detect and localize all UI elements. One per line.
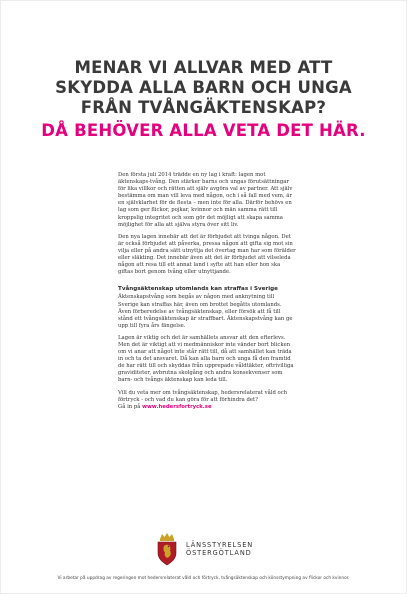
paragraph-6	[118, 404, 296, 411]
headline-line-1: MENAR VI ALLVAR MED ATT	[74, 58, 333, 77]
paragraph-4: Lagen är viktig och det är samhällets ansvar att den efterlevs. Men det är viktigt att vi medmänniskor inte vänder bort blicken om vi anar att något inte står rätt till, då att samhället kan träda in och ta det ansvaret. Då kan alla barn och unga få den framtid de har rätt till och skyddas från upprepade våldtäkter, oftrivilliga graviditeter, avbrutna skolgång och andra konsekvenser som barn- och tvångs äktenskap kan leda till.	[118, 334, 294, 384]
lansstyrelsen-logo	[154, 531, 264, 567]
crest-icon	[154, 532, 180, 566]
headline-line-3: FRÅN TVÅNGÄKTENSKAP?	[80, 98, 327, 117]
paragraph-2: Den nya lagen innebär att det är förbjudet att tvinga någon. Det är också förbjudet att påverka, pressa någon att gifta sig mot sin vilja eller på andra sätt utnyttja det övertag man har som förälder eller släkting. Det innebär även att det är förbjudet att vilseleda någon att resa till ett annat land i syfte att han eller hon ska giftas bort genom tvång eller utnyttjande.	[118, 233, 296, 276]
headline-line-2: SKYDDA ALLA BARN OCH UNGA	[55, 78, 352, 97]
link-prefix: Gå in på	[118, 403, 143, 410]
footer-text: Vi arbetar på uppdrag av regeringen mot hedersrelaterat våld och förtryck, tvångsäktenskap och könsstympning av flickor och kvinnor.	[57, 576, 350, 581]
headline	[20, 58, 387, 141]
section-heading: Tvångsäktenskap utomlands kan straffas i Sverige	[118, 286, 278, 293]
logo-line-1: LÄNSSTYRELSEN	[186, 541, 254, 549]
paragraph-1: Den första juli 2014 trädde en ny lag i kraft: lagen mot äktenskaps-tvång. Den stärker barns och ungas förutsättningar för lika villkor och rätten att själv avgöra val av partner. Att själv bestämma om man vill leva med någon, och i så fall med vem, är en självklarhet för de flesta – men inte för alla. Därför behövs en lag som ger flickor, pojkar, kvinnor och män samma rätt till kroppslig integritet och som gör det möjligt att skapa samma möjlighet för alla att själva styra över sitt liv.	[118, 172, 293, 228]
headline-accent: DÅ BEHÖVER ALLA VETA DET HÄR.	[41, 121, 366, 140]
logo-line-2: ÖSTERGÖTLAND	[186, 549, 252, 557]
paragraph-5: Vill du veta mer om tvångsäktenskap, hedersrelaterat våld och förtryck - och vad du kan göra för att förhindra det?	[118, 389, 288, 403]
website-link[interactable]: www.hedersfortryck.se	[142, 403, 212, 410]
logo-text	[186, 541, 253, 557]
paragraph-3: Äktenskapstvång som begås av någon med anknytning till Sverige kan straffas här, även om brottet begåtts utomlands. Även förberedelse av tvångsäktenskap, eller försök att få till stånd ett tvångsäktenskap är straffbart. Äktenskapstvång kan ge upp till fyra års fängelse.	[118, 294, 293, 329]
body-text	[118, 172, 296, 416]
